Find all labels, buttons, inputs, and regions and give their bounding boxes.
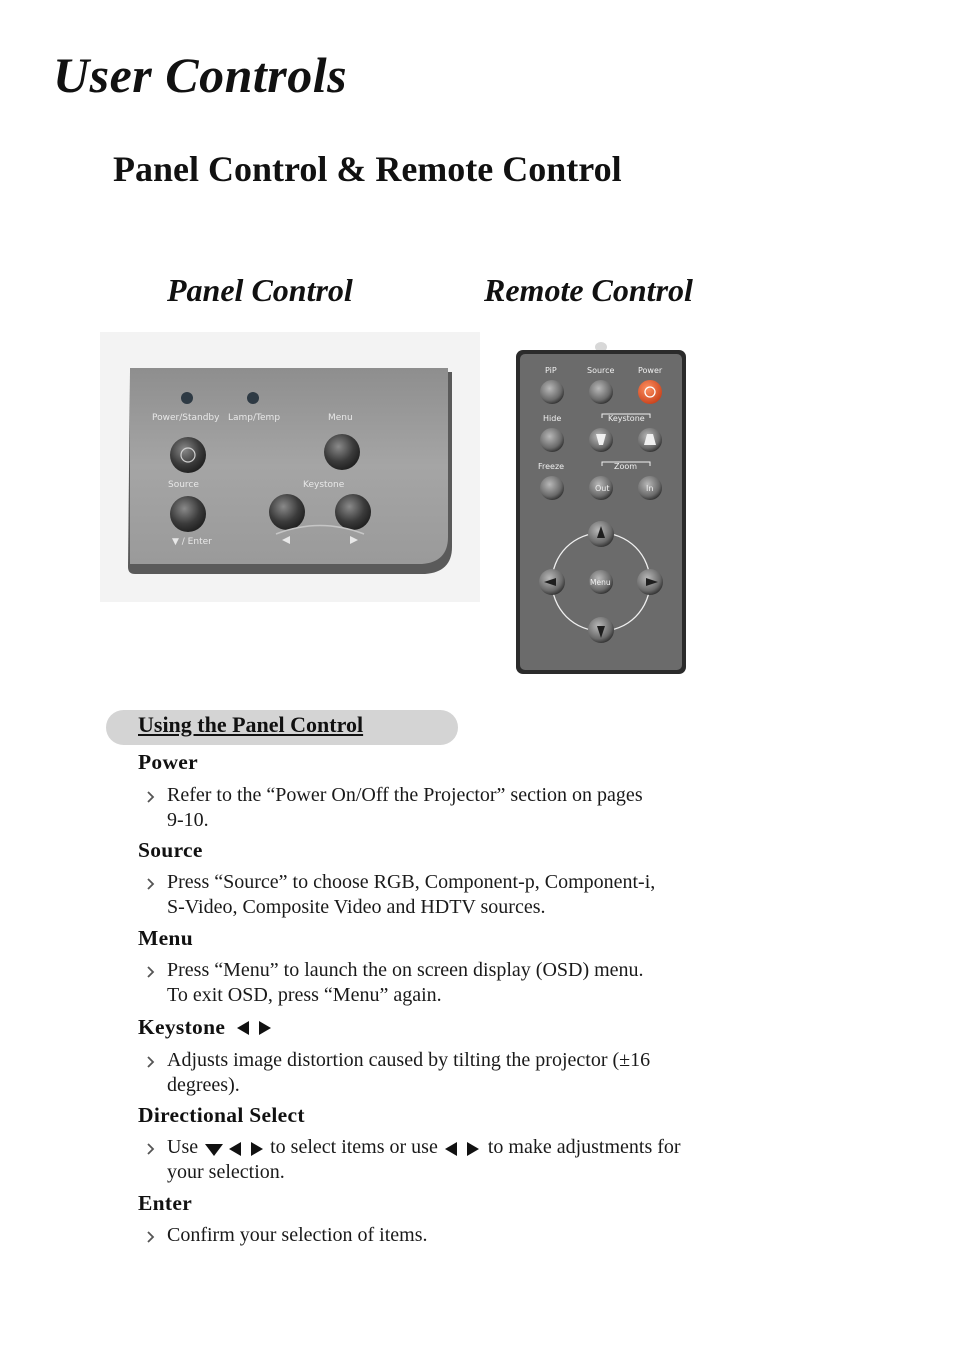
power-standby-led (181, 392, 193, 404)
down-left-right-arrows-icon (203, 1138, 265, 1158)
power-heading: Power (138, 750, 198, 774)
panel-source-label: Source (168, 480, 199, 490)
panel-power-button[interactable] (170, 437, 206, 473)
panel-control-image (100, 332, 480, 602)
menu-line-2: To exit OSD, press “Menu” again. (167, 984, 442, 1006)
remote-source-button[interactable] (589, 380, 613, 404)
bullet-arrow-icon (145, 789, 155, 805)
source-heading: Source (138, 838, 203, 862)
panel-menu-label: Menu (328, 413, 353, 423)
bullet-arrow-icon (145, 1054, 155, 1070)
panel-keystone-right-button[interactable] (335, 494, 371, 530)
using-panel-control-heading: Using the Panel Control (138, 712, 364, 737)
directional-line-2: your selection. (167, 1161, 285, 1183)
directional-text-c: to make adjustments for (487, 1136, 681, 1158)
remote-control-heading: Remote Control (484, 272, 693, 308)
remote-control-image (510, 340, 692, 680)
menu-description (145, 958, 745, 1008)
left-right-arrows-icon (443, 1138, 483, 1158)
panel-menu-button[interactable] (324, 434, 360, 470)
panel-control-heading: Panel Control (167, 272, 353, 308)
bullet-arrow-icon (145, 1229, 155, 1245)
source-line-1: Press “Source” to choose RGB, Component-p, Component-i, (167, 871, 656, 893)
keystone-line-1: Adjusts image distortion caused by tilting the projector (±16 (167, 1049, 651, 1071)
keystone-line-2: degrees). (167, 1074, 240, 1096)
directional-text-a: Use (167, 1136, 199, 1158)
source-description (145, 870, 745, 920)
zoom-in-label: In (646, 484, 654, 493)
left-right-arrows-icon (235, 1019, 275, 1037)
panel-source-button[interactable] (170, 496, 206, 532)
remote-zoom-label: Zoom (614, 462, 638, 471)
enter-description (145, 1223, 745, 1248)
menu-heading: Menu (138, 926, 193, 950)
directional-select-heading: Directional Select (138, 1103, 305, 1127)
keystone-heading-row (138, 1015, 275, 1040)
source-line-2: S-Video, Composite Video and HDTV sources. (167, 896, 546, 918)
bullet-arrow-icon (145, 876, 155, 892)
enter-line-1: Confirm your selection of items. (167, 1224, 428, 1246)
section-title: Panel Control & Remote Control (113, 149, 622, 189)
enter-heading: Enter (138, 1191, 193, 1215)
remote-menu-label: Menu (590, 578, 611, 587)
panel-enter-label: ▼ / Enter (172, 537, 212, 547)
remote-keystone-label: Keystone (608, 414, 645, 423)
remote-pip-label: PiP (545, 366, 557, 375)
power-line-1: Refer to the “Power On/Off the Projector” section on pages (167, 784, 643, 806)
zoom-out-label: Out (595, 484, 610, 493)
bullet-arrow-icon (145, 1141, 155, 1157)
power-description (145, 783, 745, 833)
panel-keystone-label: Keystone (303, 480, 345, 490)
remote-pip-button[interactable] (540, 380, 564, 404)
remote-freeze-label: Freeze (538, 462, 565, 471)
remote-power-button[interactable] (638, 380, 662, 404)
keystone-description (145, 1048, 745, 1098)
panel-keystone-left-button[interactable] (269, 494, 305, 530)
keystone-heading: Keystone (138, 1015, 226, 1039)
page-title: User Controls (53, 47, 348, 103)
remote-source-label: Source (587, 366, 615, 375)
lamp-temp-led (247, 392, 259, 404)
remote-freeze-button[interactable] (540, 476, 564, 500)
power-standby-label: Power/Standby (152, 413, 220, 423)
remote-power-label: Power (638, 366, 663, 375)
power-line-2: 9-10. (167, 809, 209, 831)
lamp-temp-label: Lamp/Temp (228, 413, 281, 423)
remote-hide-button[interactable] (540, 428, 564, 452)
menu-line-1: Press “Menu” to launch the on screen display (OSD) menu. (167, 959, 644, 981)
bullet-arrow-icon (145, 964, 155, 980)
remote-hide-label: Hide (543, 414, 562, 423)
directional-text-b: to select items or use (270, 1136, 438, 1158)
directional-select-description (145, 1135, 745, 1185)
